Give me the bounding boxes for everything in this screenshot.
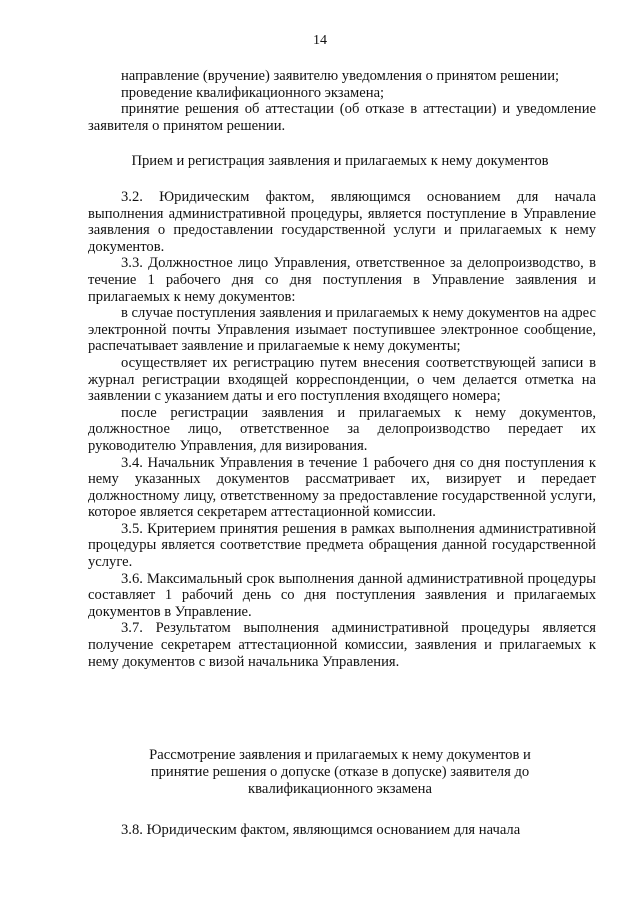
intro-line: принятие решения об аттестации (об отказе в аттестации) и уведомление заявителя о принятом решении. <box>88 101 596 134</box>
page-number: 14 <box>313 33 327 48</box>
paragraph-email: в случае поступления заявления и прилагаемых к нему документов на адрес электронной почты Управления изымает поступившее электронное сообщение, распечатывает заявление и прилагаемые к нему документы; <box>88 305 596 355</box>
paragraph-3-3: 3.3. Должностное лицо Управления, ответственное за делопроизводство, в течение 1 рабочего дня со дня поступления в Управление заявления и прилагаемых к нему документов: <box>88 255 596 305</box>
section-registration-body <box>88 189 596 670</box>
paragraph-3-6: 3.6. Максимальный срок выполнения данной административной процедуры составляет 1 рабочий день со дня поступления заявления и прилагаемых документов в Управление. <box>88 570 596 620</box>
intro-line: проведение квалификационного экзамена; <box>121 84 385 101</box>
intro-text <box>88 68 596 134</box>
section-title-review <box>60 747 620 798</box>
section-title-line: Рассмотрение заявления и прилагаемых к нему документов и <box>149 747 531 763</box>
paragraph-3-2: 3.2. Юридическим фактом, являющимся основанием для начала выполнения административной процедуры, является поступление в Управление заявления о предоставлении государственной услуги и прилагаемых к нему документов. <box>88 189 596 255</box>
section-title-line: квалификационного экзамена <box>248 781 432 797</box>
section-title-registration: Прием и регистрация заявления и прилагаемых к нему документов <box>131 153 549 169</box>
paragraph-3-8: 3.8. Юридическим фактом, являющимся основанием для начала <box>121 822 521 838</box>
paragraph-3-7: 3.7. Результатом выполнения административной процедуры является получение секретарем аттестационной комиссии, заявления и прилагаемых к нему документов с визой начальника Управления. <box>88 620 596 670</box>
paragraph-3-5: 3.5. Критерием принятия решения в рамках выполнения административной процедуры является соответствие предмета обращения данной государственной услуге. <box>88 520 596 571</box>
section-title-line: принятие решения о допуске (отказе в допуске) заявителя до <box>150 764 530 780</box>
intro-line: направление (вручение) заявителю уведомления о принятом решении; <box>121 68 560 84</box>
paragraph-after-registration: после регистрации заявления и прилагаемых к нему документов, должностное лицо, ответственное за делопроизводство передает их руководителю Управления, для визирования. <box>88 404 596 454</box>
paragraph-journal: осуществляет их регистрацию путем внесения соответствующей записи в журнал регистрации входящей корреспонденции, о чем делается отметка на заявлении с указанием даты и его поступления входящего номера; <box>88 354 596 405</box>
paragraph-3-4: 3.4. Начальник Управления в течение 1 рабочего дня со дня поступления к нему указанных документов рассматривает их, визирует и передает должностному лицу, ответственному за предоставление государственной услуги, которое является секретарем аттестационной комиссии. <box>88 454 596 521</box>
section-review-body <box>88 822 596 839</box>
